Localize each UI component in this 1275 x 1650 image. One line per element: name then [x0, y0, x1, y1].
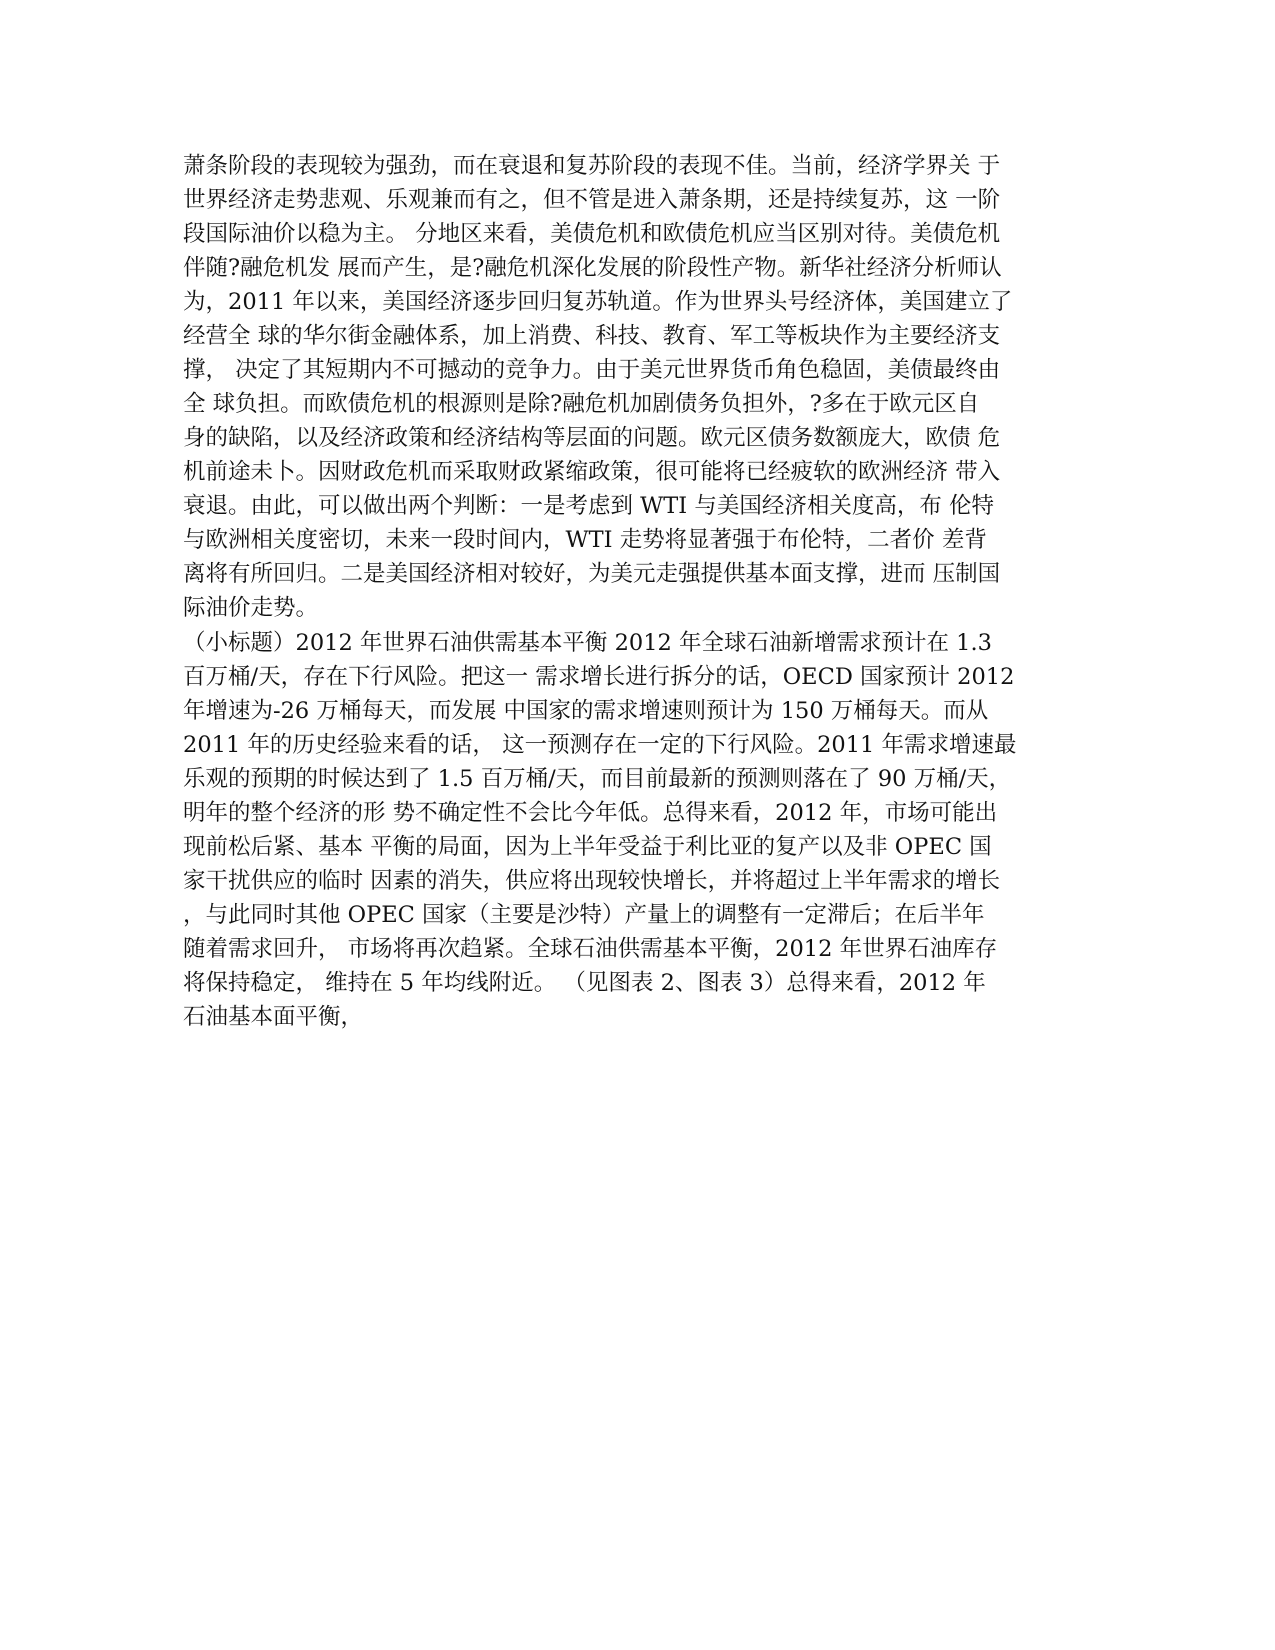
text-line: 年增速为-26 万桶每天，而发展 中国家的需求增速则预计为 150 万桶每天。而从 — [183, 698, 989, 724]
text-line: 身的缺陷，以及经济政策和经济结构等层面的问题。欧元区债务数额庞大，欧债 危 — [183, 425, 1001, 451]
text-line: 家干扰供应的临时 因素的消失，供应将出现较快增长，并将超过上半年需求的增长 — [183, 868, 1001, 894]
text-line: 机前途未卜。因财政危机而采取财政紧缩政策，很可能将已经疲软的欧洲经济 带入 — [183, 459, 1001, 485]
text-line: 与欧洲相关度密切，未来一段时间内，WTI 走势将显著强于布伦特，二者价 差背 — [183, 527, 987, 553]
text-line: 际油价走势。 — [183, 595, 319, 621]
text-line: 世界经济走势悲观、乐观兼而有之，但不管是进入萧条期，还是持续复苏，这 一阶 — [183, 187, 1001, 213]
paragraph-oil-price-outlook — [183, 149, 1098, 625]
paragraph-supply-demand-balance — [183, 626, 1098, 1034]
text-line: （小标题）2012 年世界石油供需基本平衡 2012 年全球石油新增需求预计在 1.3 — [183, 630, 992, 656]
text-line: 伴随?融危机发 展而产生，是?融危机深化发展的阶段性产物。新华社经济分析师认 — [183, 255, 1002, 281]
text-line: 随着需求回升， 市场将再次趋紧。全球石油供需基本平衡，2012 年世界石油库存 — [183, 936, 998, 962]
text-line: 为，2011 年以来，美国经济逐步回归复苏轨道。作为世界头号经济体，美国建立了 — [183, 289, 1013, 315]
text-line: 百万桶/天，存在下行风险。把这一 需求增长进行拆分的话，OECD 国家预计 2012 — [183, 664, 1015, 690]
text-line: 衰退。由此，可以做出两个判断：一是考虑到 WTI 与美国经济相关度高，布 伦特 — [183, 493, 994, 519]
text-line: 经营全 球的华尔街金融体系，加上消费、科技、教育、军工等板块作为主要经济支 — [183, 323, 1001, 349]
text-line: 段国际油价以稳为主。 分地区来看，美债危机和欧债危机应当区别对待。美债危机 — [183, 221, 1001, 247]
text-line: 2011 年的历史经验来看的话， 这一预测存在一定的下行风险。2011 年需求增速最 — [183, 732, 1017, 758]
text-line: 现前松后紧、基本 平衡的局面，因为上半年受益于利比亚的复产以及非 OPEC 国 — [183, 834, 992, 860]
text-line: 萧条阶段的表现较为强劲，而在衰退和复苏阶段的表现不佳。当前，经济学界关 于 — [183, 153, 1001, 179]
text-line: ，与此同时其他 OPEC 国家（主要是沙特）产量上的调整有一定滞后；在后半年 — [183, 902, 985, 928]
text-line: 离将有所回归。二是美国经济相对较好，为美元走强提供基本面支撑，进而 压制国 — [183, 561, 1001, 587]
text-line: 将保持稳定， 维持在 5 年均线附近。 （见图表 2、图表 3）总得来看，2012 年 — [183, 970, 986, 996]
text-line: 全 球负担。而欧债危机的根源则是除?融危机加剧债务负担外，?多在于欧元区自 — [183, 391, 980, 417]
text-line: 明年的整个经济的形 势不确定性不会比今年低。总得来看，2012 年，市场可能出 — [183, 800, 998, 826]
text-line: 石油基本面平衡， — [183, 1004, 364, 1030]
text-line: 撑， 决定了其短期内不可撼动的竞争力。由于美元世界货币角色稳固，美债最终由 — [183, 357, 1001, 383]
text-line: 乐观的预期的时候达到了 1.5 百万桶/天，而目前最新的预测则落在了 90 万桶/天， — [183, 766, 1012, 792]
